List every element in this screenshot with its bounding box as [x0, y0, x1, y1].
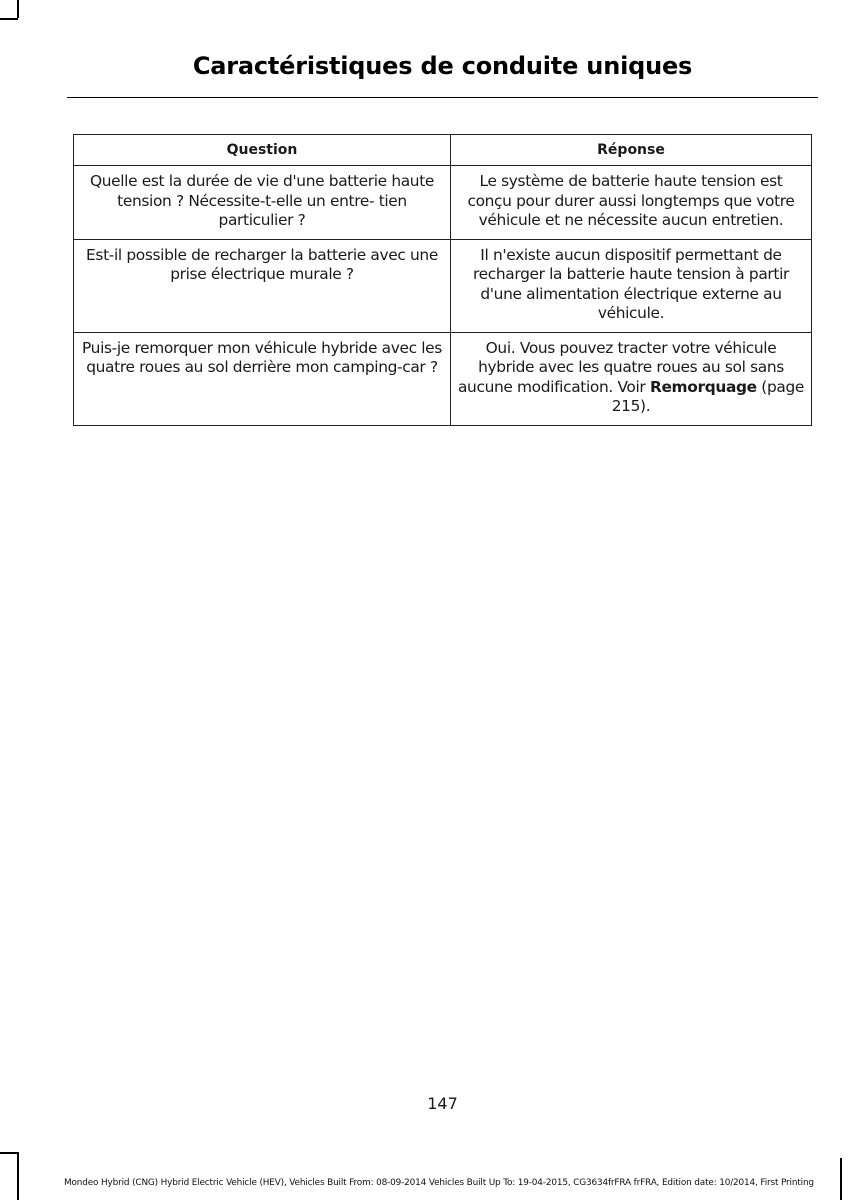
crop-mark-bottom-right-vertical	[840, 1158, 842, 1200]
crop-mark-top-left-horizontal	[0, 18, 18, 20]
answer-text: Oui. Vous pouvez tracter votre véhicule hybride avec les quatre roues au sol sans aucune modification. Voir	[457, 338, 784, 396]
qa-table	[73, 134, 812, 426]
crop-mark-bottom-left-horizontal	[0, 1152, 18, 1154]
column-header-answer: Réponse	[451, 135, 812, 166]
answer-cell	[451, 332, 812, 425]
page-title: Caractéristiques de conduite uniques	[192, 52, 693, 80]
table-header-row	[74, 135, 812, 166]
crop-mark-bottom-left-vertical	[17, 1152, 19, 1200]
question-cell: Quelle est la durée de vie d'une batterie haute tension ? Nécessite-t-elle un entre- tien particulier ?	[74, 166, 451, 240]
page-reference: (page 215).	[611, 377, 805, 415]
column-header-question: Question	[74, 135, 451, 166]
table-row	[74, 239, 812, 332]
crop-mark-top-left-vertical	[17, 0, 19, 18]
question-cell: Puis-je remorquer mon véhicule hybride avec les quatre roues au sol derrière mon camping-car ?	[74, 332, 451, 425]
table-row	[74, 166, 812, 240]
answer-cell: Il n'existe aucun dispositif permettant de recharger la batterie haute tension à partir d'une alimentation électrique externe au véhicule.	[451, 239, 812, 332]
page-number: 147	[427, 1094, 458, 1113]
footer-text: Mondeo Hybrid (CNG) Hybrid Electric Vehicle (HEV), Vehicles Built From: 08-09-2014 Vehicles Built Up To: 19-04-2015, CG3634frFRA frFRA, Edition date: 10/2014, First Printing	[64, 1178, 814, 1188]
header-rule	[67, 97, 818, 98]
table-row	[74, 332, 812, 425]
question-cell: Est-il possible de recharger la batterie avec une prise électrique murale ?	[74, 239, 451, 332]
answer-cell: Le système de batterie haute tension est conçu pour durer aussi longtemps que votre véhicule et ne nécessite aucun entretien.	[451, 166, 812, 240]
remorquage-link[interactable]: Remorquage	[649, 377, 757, 396]
